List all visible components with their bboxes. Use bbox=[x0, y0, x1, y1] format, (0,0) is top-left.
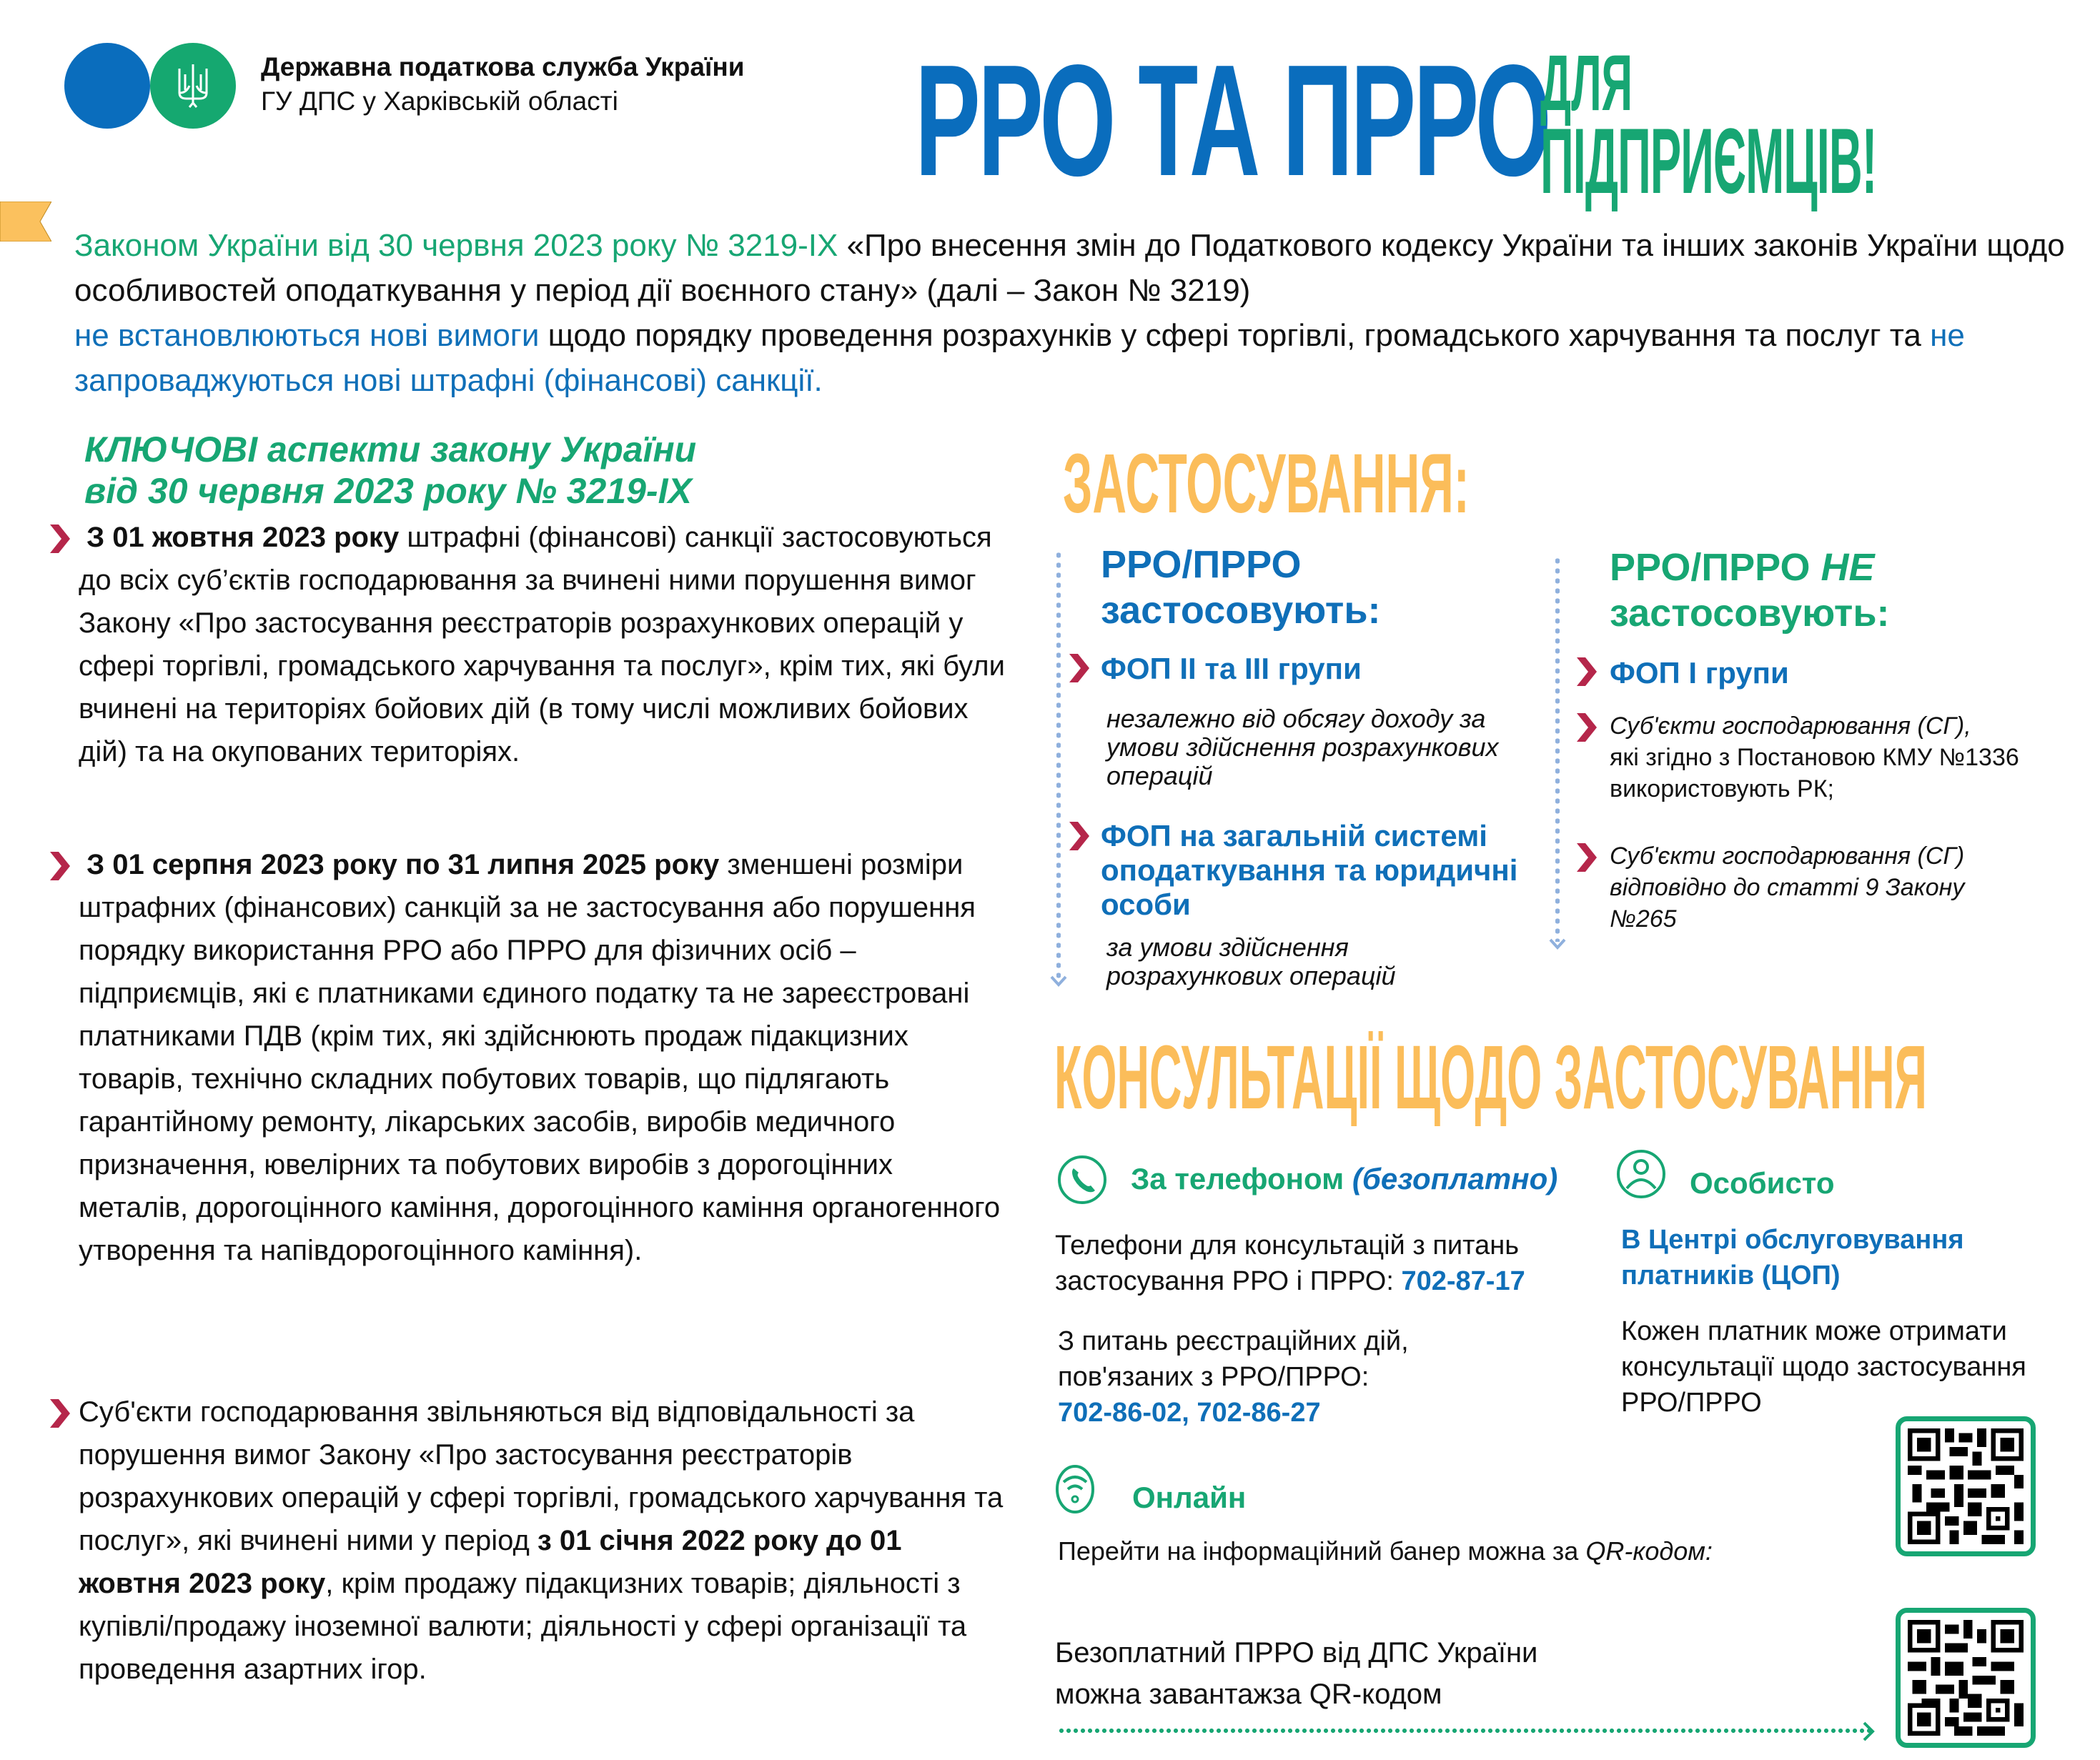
title-line-2: ПІДПРИЄМЦІВ! bbox=[1540, 109, 1877, 213]
phone-label-text: За телефоном bbox=[1131, 1162, 1344, 1195]
not-apply-heading-line2: застосовують: bbox=[1610, 592, 1890, 635]
chevron-down-icon bbox=[1549, 938, 1566, 950]
key-aspect-item bbox=[79, 843, 1008, 1272]
phone-icon bbox=[1056, 1154, 1108, 1205]
key-aspect-date: З 01 жовтня 2023 року bbox=[86, 522, 400, 553]
intro-paragraph bbox=[74, 223, 2090, 403]
apply-item-note: за умови здійснення розрахункових операцій bbox=[1106, 933, 1396, 990]
chevron-right-icon bbox=[50, 1399, 70, 1428]
page-title: РРО ТА ПРРО bbox=[915, 32, 1550, 209]
phone-label bbox=[1131, 1160, 1557, 1198]
no-new-requirements: не встановлюються нові вимоги bbox=[74, 318, 540, 353]
qr-code-banner[interactable] bbox=[1896, 1416, 2036, 1556]
bookmark-ribbon-icon bbox=[0, 202, 51, 242]
service-center: В Центрі обслуговування платників (ЦОП) bbox=[1621, 1225, 1964, 1291]
chevron-right-icon bbox=[1069, 822, 1089, 850]
dotted-divider bbox=[1555, 556, 1560, 942]
phone-numbers-registration[interactable]: 702-86-02, 702-86-27 bbox=[1058, 1398, 1321, 1428]
key-aspect-date: з 01 січня 2022 року до 01 жовтня 2023 року bbox=[79, 1525, 902, 1599]
person-icon bbox=[1615, 1148, 1667, 1200]
not-apply-item-title: ФОП І групи bbox=[1610, 656, 1789, 690]
key-aspects-heading-line2: від 30 червня 2023 року № 3219-IX bbox=[84, 471, 692, 511]
key-aspect-item bbox=[79, 516, 1008, 773]
chevron-right-icon bbox=[1577, 713, 1597, 742]
apply-item-title: ФОП на загальній системі оподаткування та юридичні особи bbox=[1101, 819, 1518, 921]
key-aspects-heading-line1: КЛЮЧОВІ аспекти закону України bbox=[84, 429, 697, 469]
free-prro-text bbox=[1055, 1632, 1537, 1715]
title-line-1: ДЛЯ bbox=[1540, 39, 1633, 127]
online-label: Онлайн bbox=[1132, 1481, 1247, 1514]
chevron-right-icon bbox=[1577, 843, 1597, 872]
not-apply-heading bbox=[1610, 545, 1890, 636]
key-aspect-text: зменшені розміри штрафних (фінансових) санкцій за не застосування або порушення порядку використання РРО або ПРРО для фізичних осіб – підприємців, які є платниками єдиного податку та не зареєстровані платниками ПДВ (крім тих, які здійснюють продаж підакцизних товарів, технічно складних побутових товарів, що підлягають гарантійному ремонту, лікарських засобів, виробів медичного призначення, ювелірних та побутових виробів з дорогоцінних металів, дорогоцінного каміння, дорогоцінного каміння органогенного утворення та напівдорогоцінного каміння). bbox=[79, 849, 1001, 1266]
apply-heading-line1: РРО/ПРРО bbox=[1101, 543, 1302, 586]
phone-text-1: Телефони для консультацій з питань застосування РРО і ПРРО: bbox=[1055, 1230, 1520, 1296]
key-aspect-date: З 01 серпня 2023 року по 31 липня 2025 року bbox=[86, 849, 720, 880]
chevron-right-icon bbox=[1577, 657, 1597, 686]
phone-label-note: (безоплатно) bbox=[1352, 1162, 1558, 1195]
phone-text-2: З питань реєстраційних дій, пов'язаних з РРО/ПРРО: bbox=[1058, 1326, 1409, 1392]
intro-middle: щодо порядку проведення розрахунків у сфері торгівлі, громадського харчування та послуг та bbox=[539, 318, 1931, 353]
law-title: «Про внесення змін до Податкового кодексу України та інших законів України щодо особливостей оподаткування у період дії воєнного стану» (далі – Закон № 3219) bbox=[74, 228, 2065, 308]
consultations-heading: КОНСУЛЬТАЦІЇ ЩОДО ЗАСТОСУВАННЯ bbox=[1054, 1027, 1927, 1128]
online-text-qr: QR-кодом: bbox=[1585, 1536, 1713, 1566]
personal-label: Особисто bbox=[1690, 1166, 1835, 1200]
chevron-right-icon bbox=[50, 524, 70, 553]
not-apply-item bbox=[1610, 710, 2067, 805]
not-apply-heading-ne: НЕ bbox=[1821, 546, 1875, 589]
qr-code-icon bbox=[1908, 1620, 2024, 1736]
free-prro-line2: можна завантажза QR-кодом bbox=[1055, 1679, 1442, 1710]
key-aspect-text: Суб'єкти господарювання звільняються від відповідальності за порушення вимог Закону «Про застосування реєстраторів розрахункових операцій у сфері торгівлі, громадського харчування та послуг», які вчинені ними у період bbox=[79, 1396, 1004, 1556]
phone-number-consult[interactable]: 702-87-17 bbox=[1401, 1266, 1525, 1296]
chevron-right-icon bbox=[50, 852, 70, 880]
no-new-sanctions: не запроваджуються нові штрафні (фінансові) санкції. bbox=[74, 318, 1965, 398]
key-aspect-item bbox=[79, 1391, 1008, 1691]
qr-code-download[interactable] bbox=[1896, 1608, 2036, 1748]
org-subdivision: ГУ ДПС у Харківській області bbox=[261, 86, 618, 116]
key-aspects-heading bbox=[84, 429, 696, 512]
trident-icon bbox=[175, 61, 211, 110]
application-heading: ЗАСТОСУВАННЯ: bbox=[1063, 437, 1470, 531]
online-text bbox=[1058, 1533, 1713, 1569]
qr-code-icon bbox=[1908, 1428, 2024, 1544]
apply-item-note: незалежно від обсягу доходу за умови здійснення розрахункових операцій bbox=[1106, 704, 1499, 790]
wifi-icon bbox=[1055, 1463, 1095, 1515]
not-apply-heading-line1: РРО/ПРРО bbox=[1610, 546, 1821, 589]
phone-consult-text bbox=[1055, 1228, 1598, 1299]
chevron-right-icon bbox=[1069, 654, 1089, 682]
dotted-arrow-line bbox=[1058, 1728, 1873, 1734]
apply-heading bbox=[1101, 542, 1381, 633]
chevron-down-icon bbox=[1050, 975, 1067, 988]
not-apply-item-text: які згідно з Постановою КМУ №1336 використовують РК; bbox=[1610, 744, 2019, 802]
logo-blue-circle bbox=[64, 43, 150, 129]
phone-registration-text bbox=[1058, 1323, 1515, 1431]
personal-text: Кожен платник може отримати консультації щодо застосування РРО/ПРРО bbox=[1621, 1316, 2026, 1418]
key-aspect-text: , крім продажу підакцизних товарів; діяльності з купівлі/продажу іноземної валюти; діяльності у сфері організації та проведення азартних ігор. bbox=[79, 1568, 967, 1685]
online-text-pre: Перейти на інформаційний банер можна за bbox=[1058, 1536, 1586, 1566]
not-apply-item-italic: Суб'єкти господарювання (СГ) відповідно до статті 9 Закону №265 bbox=[1610, 842, 1965, 933]
law-reference: Законом України від 30 червня 2023 року № 3219-IX bbox=[74, 228, 838, 263]
not-apply-item-italic: Суб'єкти господарювання (СГ), bbox=[1610, 712, 1971, 740]
free-prro-line1: Безоплатний ПРРО від ДПС України bbox=[1055, 1637, 1538, 1669]
key-aspect-text: штрафні (фінансові) санкції застосовуються до всіх суб’єктів господарювання за вчинені ними порушення вимог Закону «Про застосування реєстраторів розрахункових операцій у сфері торгівлі, громадського харчування та послуг», крім тих, які були вчинені на територіях бойових дій (в тому числі можливих бойових дій) та на окупованих територіях. bbox=[79, 522, 1005, 767]
dotted-divider bbox=[1056, 550, 1061, 979]
org-name: Державна податкова служба України bbox=[261, 52, 745, 81]
apply-item-title: ФОП ІІ та ІІІ групи bbox=[1101, 652, 1362, 685]
apply-heading-line2: застосовують: bbox=[1101, 589, 1381, 632]
arrow-right-icon bbox=[1861, 1721, 1876, 1742]
